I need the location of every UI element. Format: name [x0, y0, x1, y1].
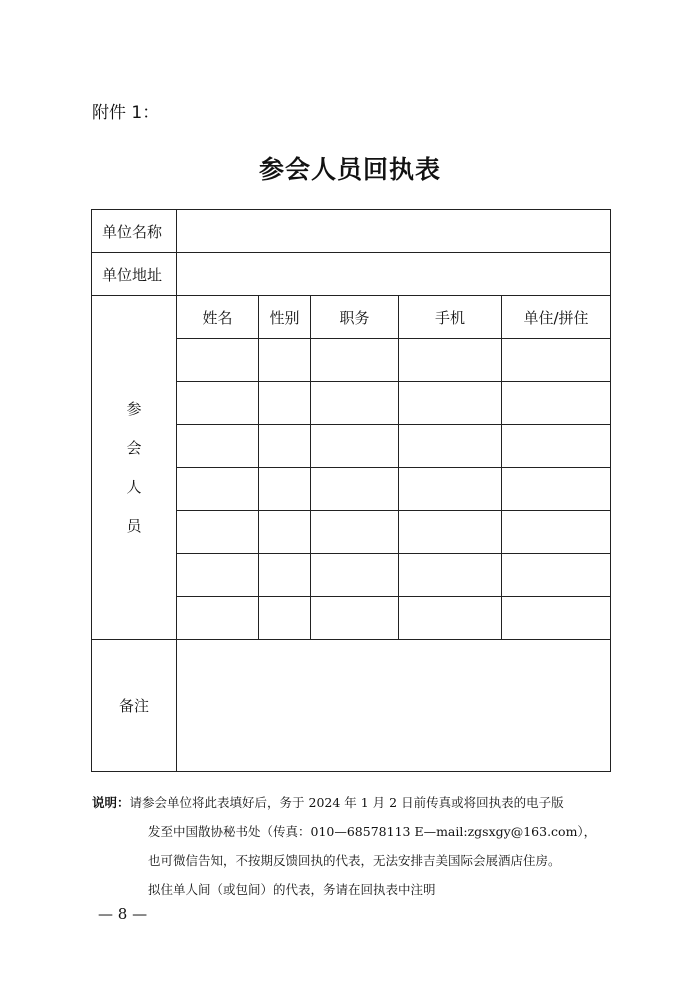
attendee-lodging-cell[interactable]: [502, 597, 611, 640]
attendee-position-cell[interactable]: [311, 554, 399, 597]
note-line: [92, 788, 596, 817]
attendee-phone-cell[interactable]: [399, 468, 502, 511]
attendee-name-cell[interactable]: [177, 339, 259, 382]
attendee-gender-cell[interactable]: [259, 468, 311, 511]
page-number: — 8 —: [98, 905, 148, 923]
col-header-name: 姓名: [177, 296, 259, 339]
attendee-name-cell[interactable]: [177, 382, 259, 425]
attendee-header-row: [92, 296, 611, 339]
attendee-gender-cell[interactable]: [259, 339, 311, 382]
unit-name-field[interactable]: [177, 210, 611, 253]
attendees-label-char: 人: [126, 477, 142, 496]
attendee-lodging-cell[interactable]: [502, 511, 611, 554]
attachment-label: 附件 1：: [92, 103, 160, 123]
attendee-lodging-cell[interactable]: [502, 468, 611, 511]
attendee-name-cell[interactable]: [177, 468, 259, 511]
attendee-lodging-cell[interactable]: [502, 339, 611, 382]
attendee-phone-cell[interactable]: [399, 382, 502, 425]
col-header-gender: 性别: [259, 296, 311, 339]
attendee-gender-cell[interactable]: [259, 554, 311, 597]
attendee-name-cell[interactable]: [177, 597, 259, 640]
col-header-phone: 手机: [399, 296, 502, 339]
attendee-gender-cell[interactable]: [259, 511, 311, 554]
unit-address-field[interactable]: [177, 253, 611, 296]
unit-address-label: 单位地址: [92, 253, 177, 296]
remarks-field[interactable]: [177, 640, 611, 772]
note-line: 也可微信告知，不按期反馈回执的代表，无法安排吉美国际会展酒店住房。: [148, 853, 561, 868]
attendee-name-cell[interactable]: [177, 554, 259, 597]
remarks-row: [92, 640, 611, 772]
attendee-position-cell[interactable]: [311, 339, 399, 382]
col-header-position: 职务: [311, 296, 399, 339]
remarks-label: 备注: [92, 640, 177, 772]
attendees-label: [92, 296, 177, 640]
attendees-label-char: 员: [126, 516, 142, 535]
attendee-position-cell[interactable]: [311, 425, 399, 468]
attendee-gender-cell[interactable]: [259, 382, 311, 425]
attendee-phone-cell[interactable]: [399, 511, 502, 554]
attendee-phone-cell[interactable]: [399, 339, 502, 382]
attendee-position-cell[interactable]: [311, 382, 399, 425]
attendee-gender-cell[interactable]: [259, 597, 311, 640]
note-text: 请参会单位将此表填好后，务于 2024 年 1 月 2 日前传真或将回执表的电子版: [129, 795, 564, 810]
receipt-form-table: [91, 209, 611, 772]
attendee-phone-cell[interactable]: [399, 597, 502, 640]
notes-label: 说明：: [92, 795, 130, 810]
attendee-name-cell[interactable]: [177, 425, 259, 468]
notes: [92, 788, 596, 904]
attendee-lodging-cell[interactable]: [502, 382, 611, 425]
col-header-lodging: 单住/拼住: [502, 296, 611, 339]
attendee-name-cell[interactable]: [177, 511, 259, 554]
attendee-position-cell[interactable]: [311, 511, 399, 554]
unit-name-label: 单位名称: [92, 210, 177, 253]
attendee-position-cell[interactable]: [311, 468, 399, 511]
attendee-position-cell[interactable]: [311, 597, 399, 640]
attendees-label-char: 参: [126, 399, 142, 418]
unit-name-row: [92, 210, 611, 253]
page-title: 参会人员回执表: [258, 155, 441, 184]
note-line: 拟住单人间（或包间）的代表，务请在回执表中注明: [148, 882, 436, 897]
note-line: 发至中国散协秘书处（传真：010—68578113 E—mail:zgsxgy@163.com），: [148, 824, 597, 839]
attendee-phone-cell[interactable]: [399, 554, 502, 597]
attendee-lodging-cell[interactable]: [502, 425, 611, 468]
attendee-gender-cell[interactable]: [259, 425, 311, 468]
attendees-label-char: 会: [126, 438, 142, 457]
attendee-lodging-cell[interactable]: [502, 554, 611, 597]
unit-address-row: [92, 253, 611, 296]
attendee-phone-cell[interactable]: [399, 425, 502, 468]
